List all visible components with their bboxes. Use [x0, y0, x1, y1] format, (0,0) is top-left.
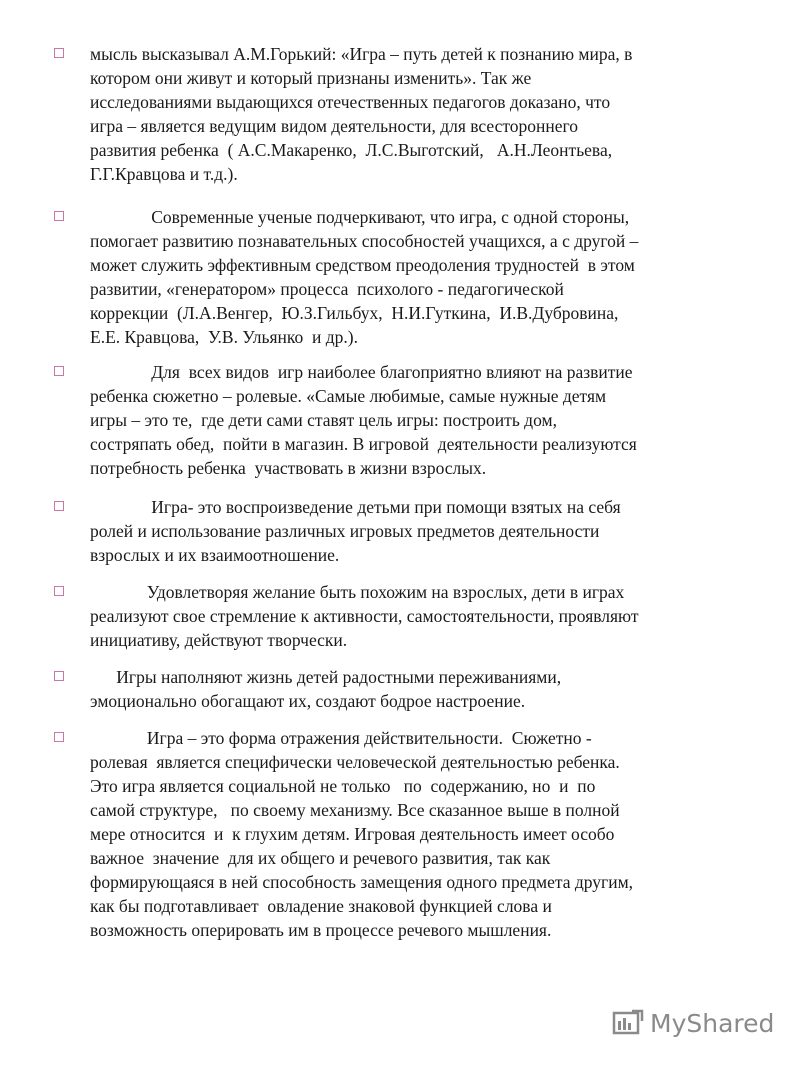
paragraph-line: формирующаяся в ней способность замещения одного предмета другим,	[90, 872, 634, 892]
square-bullet-icon	[54, 501, 64, 511]
paragraph-line: мере относится и к глухим детям. Игровая деятельность имеет особо	[90, 824, 615, 844]
square-bullet-icon	[54, 671, 64, 681]
paragraph-line: самой структуре, по своему механизму. Все сказанное выше в полной	[90, 800, 620, 820]
logo-text: MyShared	[650, 1008, 775, 1038]
paragraph-line: развития ребенка ( А.С.Макаренко, Л.С.Выготский, А.Н.Леонтьева,	[90, 140, 613, 160]
paragraph-line: Удовлетворяя желание быть похожим на взрослых, дети в играх	[90, 582, 625, 602]
myshared-logo-icon	[612, 1007, 644, 1039]
paragraph-line: ребенка сюжетно – ролевые. «Самые любимые, самые нужные детям	[90, 386, 607, 406]
square-bullet-icon	[54, 366, 64, 376]
paragraph-line: мысль высказывал А.М.Горький: «Игра – путь детей к познанию мира, в	[90, 44, 633, 64]
paragraph-line: потребность ребенка участвовать в жизни взрослых.	[90, 458, 487, 478]
paragraph-line: развитии, «генератором» процесса психолого - педагогической	[90, 279, 564, 299]
square-bullet-icon	[54, 211, 64, 221]
paragraph-line: как бы подготавливает овладение знаковой функцией слова и	[90, 896, 552, 916]
paragraph-line: взрослых и их взаимоотношение.	[90, 545, 340, 565]
paragraph-line: ролевая является специфически человеческой деятельностью ребенка.	[90, 752, 620, 772]
paragraph-line: помогает развитию познавательных способностей учащихся, а с другой –	[90, 231, 639, 251]
myshared-logo[interactable]	[612, 1003, 774, 1043]
paragraph-line: Для всех видов игр наиболее благоприятно влияют на развитие	[90, 362, 633, 382]
paragraph-line: Игра – это форма отражения действительности. Сюжетно -	[90, 728, 592, 748]
square-bullet-icon	[54, 586, 64, 596]
paragraph-line: инициативу, действуют творчески.	[90, 630, 348, 650]
paragraph-line: реализуют свое стремление к активности, самостоятельности, проявляют	[90, 606, 639, 626]
paragraph-line: Игры наполняют жизнь детей радостными переживаниями,	[90, 667, 562, 687]
paragraph-line: эмоционально обогащают их, создают бодрое настроение.	[90, 691, 526, 711]
paragraph-line: Игра- это воспроизведение детьми при помощи взятых на себя	[90, 497, 621, 517]
paragraph-line: Г.Г.Кравцова и т.д.).	[90, 164, 238, 184]
paragraph-line: исследованиями выдающихся отечественных педагогов доказано, что	[90, 92, 611, 112]
paragraph-line: котором они живут и который признаны изменить». Так же	[90, 68, 532, 88]
paragraph-line: игра – является ведущим видом деятельности, для всестороннего	[90, 116, 579, 136]
paragraph-line: может служить эффективным средством преодоления трудностей в этом	[90, 255, 635, 275]
paragraph-line: Современные ученые подчеркивают, что игра, с одной стороны,	[90, 207, 630, 227]
paragraph-line: важное значение для их общего и речевого развития, так как	[90, 848, 551, 868]
paragraph-line: коррекции (Л.А.Венгер, Ю.З.Гильбух, Н.И.Гуткина, И.В.Дубровина,	[90, 303, 619, 323]
paragraph-line: Это игра является социальной не только по содержанию, но и по	[90, 776, 596, 796]
square-bullet-icon	[54, 732, 64, 742]
paragraph-line: ролей и использование различных игровых предметов деятельности	[90, 521, 600, 541]
square-bullet-icon	[54, 48, 64, 58]
paragraph-line: игры – это те, где дети сами ставят цель игры: построить дом,	[90, 410, 557, 430]
paragraph-line: возможность оперировать им в процессе речевого мышления.	[90, 920, 552, 940]
paragraph-line: состряпать обед, пойти в магазин. В игровой деятельности реализуются	[90, 434, 637, 454]
paragraph-line: Е.Е. Кравцова, У.В. Ульянко и др.).	[90, 327, 358, 347]
